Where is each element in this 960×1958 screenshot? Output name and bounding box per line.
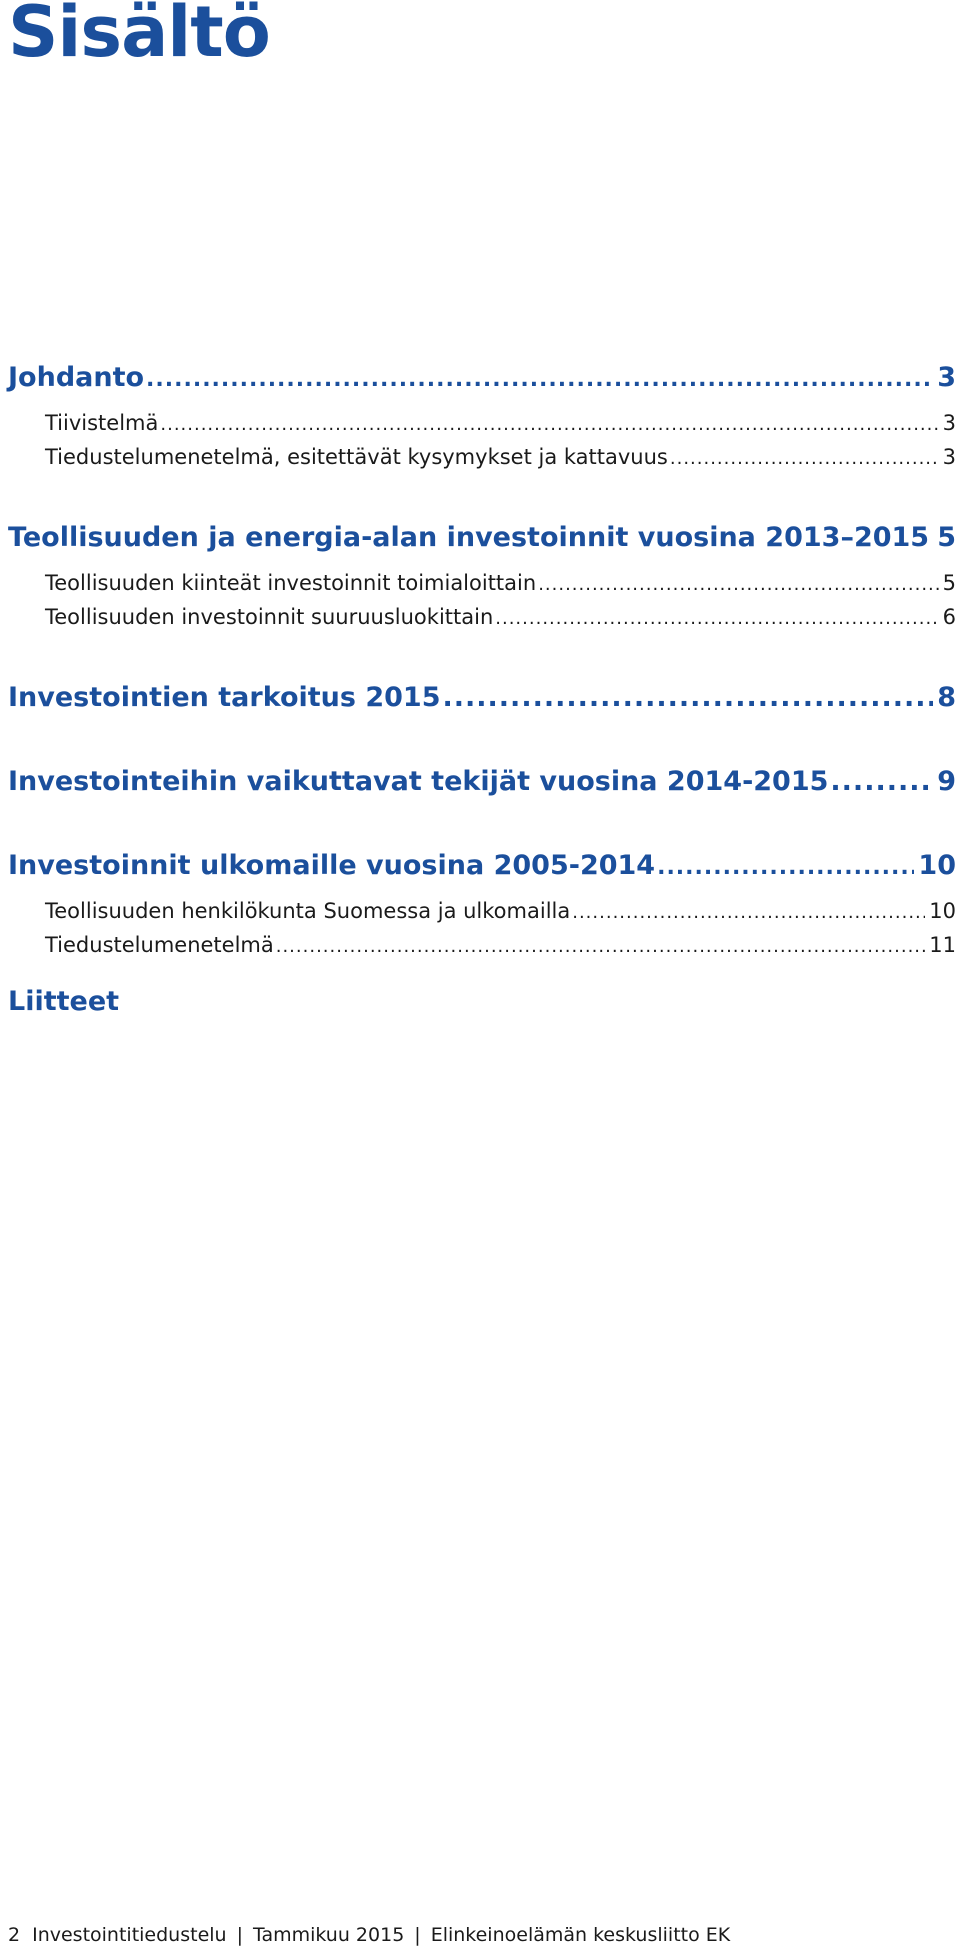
- toc-section-investointien-tarkoitus: [8, 678, 956, 718]
- toc-entry[interactable]: [8, 358, 956, 398]
- footer-separator: |: [414, 1924, 421, 1946]
- toc-entry[interactable]: [8, 518, 956, 558]
- table-of-contents: [8, 358, 956, 1066]
- dot-leader: [931, 518, 933, 560]
- toc-subentry[interactable]: [8, 406, 956, 440]
- page-title: Sisältö: [8, 0, 270, 73]
- toc-subentry-label: Teollisuuden kiinteät investoinnit toimialoittain: [45, 571, 537, 595]
- toc-subentry-label: Tiedustelumenetelmä: [45, 933, 274, 957]
- toc-section-liitteet: [8, 982, 956, 1022]
- footer-separator: |: [236, 1924, 243, 1946]
- toc-subentry-label: Teollisuuden investoinnit suuruusluokittain: [45, 605, 494, 629]
- toc-entry-label: Teollisuuden ja energia-alan investoinnit vuosina 2013–2015: [8, 522, 930, 553]
- footer-publication: Investointitiedustelu: [32, 1924, 227, 1946]
- dot-leader: [160, 406, 938, 442]
- toc-entry[interactable]: [8, 678, 956, 718]
- dot-leader: [276, 928, 926, 964]
- dot-leader: [538, 566, 938, 602]
- dot-leader: [495, 600, 938, 636]
- toc-section-investoinnit-ulkomaille: [8, 846, 956, 962]
- toc-entry-label: Liitteet: [8, 986, 120, 1017]
- dot-leader: [443, 678, 934, 718]
- toc-subentry-label: Tiedustelumenetelmä, esitettävät kysymykset ja kattavuus: [45, 445, 668, 469]
- toc-subentry[interactable]: [8, 600, 956, 634]
- toc-section-vaikuttavat-tekijat: [8, 762, 956, 802]
- toc-subentry-label: Tiivistelmä: [45, 411, 159, 435]
- footer-date: Tammikuu 2015: [252, 1924, 405, 1946]
- toc-entry-appendix[interactable]: [8, 982, 956, 1022]
- toc-section-johdanto: [8, 358, 956, 474]
- toc-subentry[interactable]: [8, 894, 956, 928]
- toc-page-number: 5: [937, 522, 956, 553]
- toc-page-number: 3: [937, 362, 956, 393]
- toc-page-number: 3: [942, 411, 956, 435]
- toc-page-number: 9: [937, 766, 956, 797]
- toc-page-number: 10: [929, 899, 956, 923]
- toc-entry[interactable]: [8, 762, 956, 802]
- toc-page-number: 8: [937, 682, 956, 713]
- dot-leader: [657, 846, 914, 888]
- dot-leader: [146, 358, 933, 400]
- page-footer: [8, 1924, 730, 1946]
- toc-entry-label: Investointien tarkoitus 2015: [8, 682, 441, 713]
- dot-leader: [830, 762, 933, 802]
- toc-entry-label: Johdanto: [8, 362, 145, 393]
- toc-section-teollisuuden-investoinnit: [8, 518, 956, 634]
- footer-publisher: Elinkeinoelämän keskusliitto EK: [430, 1924, 731, 1946]
- toc-entry[interactable]: [8, 846, 956, 886]
- toc-page-number: 5: [942, 571, 956, 595]
- toc-page-number: 6: [942, 605, 956, 629]
- dot-leader: [670, 440, 939, 476]
- footer-page-number: 2: [8, 1924, 21, 1946]
- toc-entry-label: Investointeihin vaikuttavat tekijät vuosina 2014-2015: [8, 766, 829, 797]
- dot-leader: [572, 894, 925, 930]
- toc-page-number: 11: [929, 933, 956, 957]
- toc-subentry-label: Teollisuuden henkilökunta Suomessa ja ulkomailla: [45, 899, 571, 923]
- toc-subentry[interactable]: [8, 566, 956, 600]
- toc-page-number: 3: [942, 445, 956, 469]
- toc-entry-label: Investoinnit ulkomaille vuosina 2005-2014: [8, 850, 656, 881]
- toc-page-number: 10: [918, 850, 956, 881]
- toc-subentry[interactable]: [8, 928, 956, 962]
- toc-subentry[interactable]: [8, 440, 956, 474]
